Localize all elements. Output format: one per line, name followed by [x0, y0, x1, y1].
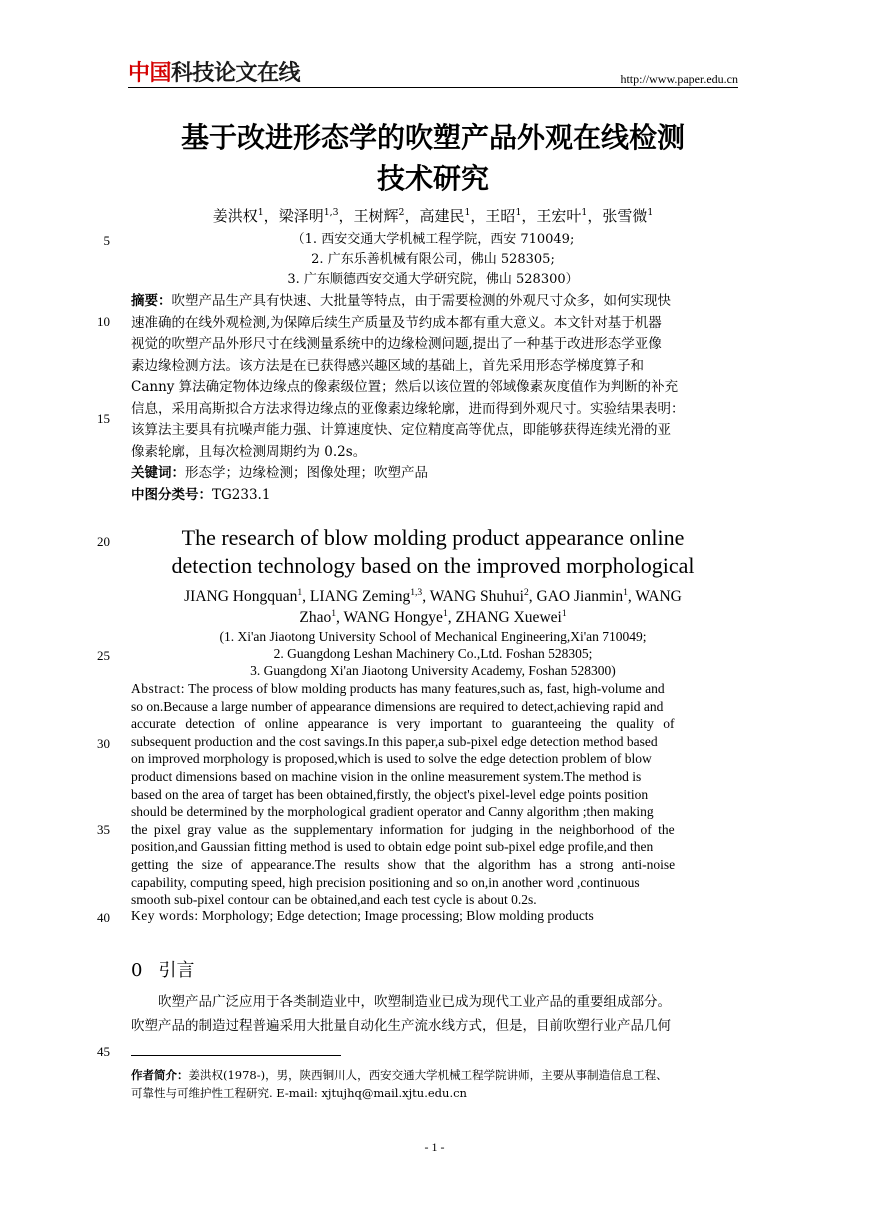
- title-cn-line2: 技术研究: [376, 162, 489, 195]
- title-en-line2: detection technology based on the improved morphological: [171, 553, 695, 578]
- line-number: 10: [97, 314, 110, 329]
- affiliation-en-2: 2. Guangdong Leshan Machinery Co.,Ltd. Foshan 528305;: [273, 646, 593, 661]
- authors-en-line1: JIANG Hongquan$^1$, LIANG Zeming$^{1,3}$, WANG Shuhui$^2$, GAO Jianmin$^1$, WANG: [184, 586, 682, 605]
- abstract-en-line: should be determined by the morphological gradient operator and Canny algorithm ;then making: [131, 804, 654, 820]
- line-number: 25: [97, 648, 110, 663]
- author-affiliation-mark: 1,3: [323, 207, 339, 218]
- logo-black-text: 科技论文在线: [171, 61, 301, 86]
- line-number: 35: [97, 822, 110, 837]
- abstract-cn-line: 视觉的吹塑产品外形尺寸在线测量系统中的边缘检测问题,提出了一种基于改进形态学亚像: [131, 336, 662, 352]
- authors-en: [128, 586, 738, 628]
- affiliation-cn-3: 3. 广东顺德西安交通大学研究院，佛山 528300）: [287, 272, 579, 287]
- author-name: 王树辉: [353, 207, 399, 225]
- authors-cn: 姜洪权$^1$，梁泽明$^{1,3}$，王树辉$^2$，高建民$^1$，王昭$^1$，王宏叶$^1$，张雪微$^1$: [212, 207, 654, 225]
- abstract-cn-line: 信息，采用高斯拟合方法求得边缘点的亚像素边缘轮廓，进而得到外观尺寸。实验结果表明：: [131, 400, 685, 417]
- author-affiliation-mark: 1: [647, 207, 654, 218]
- abstract-en-line: on improved morphology is proposed,which is used to solve the edge detection problem of blow: [131, 751, 652, 767]
- abstract-cn-line: 像素轮廓，且每次检测周期约为 0.2s。: [131, 443, 367, 460]
- author-name: 王昭: [485, 207, 516, 225]
- keywords-en-label: Key words:: [131, 908, 199, 923]
- author-name: Zhao: [299, 609, 332, 626]
- line-number: 45: [97, 1044, 110, 1059]
- abstract-en: [131, 680, 738, 909]
- author-name: LIANG Zeming: [309, 588, 411, 605]
- footnote: [131, 1066, 738, 1102]
- classification-cn: 中图分类号：TG233.1: [131, 486, 271, 503]
- abstract-cn-line: 速准确的在线外观检测,为保障后续生产质量及节约成本都有重大意义。本文针对基于机器: [131, 314, 662, 331]
- line-number: 40: [97, 910, 110, 925]
- footnote-line1: 作者简介：姜洪权(1978-)，男，陕西铜川人，西安交通大学机械工程学院讲师，主要从事制造信息工程、: [131, 1068, 668, 1082]
- author-affiliation-mark: 1: [442, 607, 448, 619]
- abstract-en-line: subsequent production and the cost savings.In this paper,a sub-pixel edge detection method based: [131, 733, 658, 749]
- header-rule: [128, 87, 738, 88]
- author-affiliation-mark: 2: [523, 586, 529, 598]
- abstract-en-line: accurate detection of online appearance is very important to guaranteeing the quality of: [131, 716, 675, 732]
- author-affiliation-mark: 1: [464, 207, 471, 218]
- keywords-cn: 关键词：形态学；边缘检测；图像处理；吹塑产品: [131, 465, 428, 481]
- authors-en-line2: Zhao$^1$, WANG Hongye$^1$, ZHANG Xuewei$^1$: [299, 607, 567, 626]
- footnote-rule: [131, 1055, 341, 1056]
- page-number: - 1 -: [424, 1140, 445, 1154]
- site-logo: [128, 62, 300, 86]
- abstract-en-line: capability, computing speed, high precision positioning and so on,in another word ,continuous: [131, 874, 640, 890]
- abstract-en-line: Abstract: The process of blow molding products has many features,such as, fast, high-volume and: [131, 681, 665, 696]
- affiliation-cn-2: 2. 广东乐善机械有限公司，佛山 528305;: [311, 252, 555, 267]
- line-number: 15: [97, 411, 110, 426]
- author-name: 姜洪权: [212, 207, 258, 225]
- footnote-line2: 可靠性与可维护性工程研究. E-mail: xjtujhq@mail.xjtu.edu.cn: [131, 1086, 467, 1100]
- author-name: JIANG Hongquan: [184, 588, 298, 605]
- author-affiliation-mark: 1: [331, 607, 337, 619]
- abstract-cn-label: 摘要：: [131, 293, 172, 309]
- abstract-en-line: getting the size of appearance.The results show that the algorithm has a strong anti-noise: [131, 856, 676, 872]
- classification-cn-label: 中图分类号：: [131, 486, 212, 503]
- abstract-en-line: position,and Gaussian fitting method is used to obtain edge point sub-pixel edge profile,and then: [131, 839, 654, 855]
- intro-line1: 吹塑产品广泛应用于各类制造业中，吹塑制造业已成为现代工业产品的重要组成部分。: [158, 994, 671, 1010]
- abstract-cn-line: Canny 算法确定物体边缘点的像素级位置；然后以该位置的邻域像素灰度值作为判断的补充: [131, 379, 679, 395]
- line-number: 30: [97, 736, 110, 751]
- author-affiliation-mark: 1: [515, 207, 522, 218]
- author-name: 王宏叶: [536, 207, 582, 225]
- author-name: 张雪微: [602, 207, 648, 225]
- section-number: 0: [131, 960, 143, 981]
- author-name: GAO Jianmin: [536, 588, 624, 605]
- line-number: 20: [97, 534, 110, 549]
- title-en: [128, 524, 738, 580]
- affiliation-en-3: 3. Guangdong Xi'an Jiaotong University Academy, Foshan 528300): [250, 663, 616, 678]
- title-en-line1: The research of blow molding product appearance online: [181, 525, 685, 550]
- abstract-en-label: Abstract:: [131, 681, 185, 696]
- author-affiliation-mark: 1: [297, 586, 303, 598]
- author-name: WANG Shuhui: [429, 588, 524, 605]
- intro-paragraph: [131, 990, 738, 1038]
- abstract-en-line: smooth sub-pixel contour can be obtained,and each test cycle is about 0.2s.: [131, 892, 537, 908]
- author-affiliation-mark: 1,3: [410, 586, 423, 598]
- line-number: 5: [103, 233, 110, 248]
- header-url[interactable]: http://www.paper.edu.cn: [620, 72, 738, 86]
- section-title: 引言: [158, 960, 195, 981]
- author-name: 梁泽明: [278, 207, 324, 225]
- logo-red-text: 中国: [128, 61, 172, 86]
- keywords-en: Key words: Morphology; Edge detection; Image processing; Blow molding products: [131, 908, 594, 923]
- affiliation-en-1: (1. Xi'an Jiaotong University School of Mechanical Engineering,Xi'an 710049;: [219, 629, 647, 644]
- abstract-en-line: the pixel gray value as the supplementary information for judging in the neighborhood of the: [131, 821, 675, 837]
- title-cn-line1: 基于改进形态学的吹塑产品外观在线检测: [180, 121, 685, 154]
- abstract-en-line: product dimensions based on machine vision in the online measurement system.The method is: [131, 768, 642, 784]
- abstract-cn-line: 素边缘检测方法。该方法是在已获得感兴趣区域的基础上，首先采用形态学梯度算子和: [131, 357, 644, 374]
- author-name: ZHANG Xuewei: [455, 609, 562, 626]
- author-affiliation-mark: 1: [581, 207, 588, 218]
- author-name: 高建民: [419, 207, 465, 225]
- abstract-cn-line: 该算法主要具有抗噪声能力强、计算速度快、定位精度高等优点，即能够获得连续光滑的亚: [131, 422, 671, 438]
- author-affiliation-mark: 1: [623, 586, 628, 598]
- abstract-cn-line: 摘要：吹塑产品生产具有快速、大批量等特点，由于需要检测的外观尺寸众多，如何实现快: [131, 293, 671, 309]
- author-affiliation-mark: 1: [561, 607, 567, 619]
- abstract-en-line: based on the area of target has been obtained,firstly, the object's pixel-level edge points position: [131, 786, 649, 802]
- section-heading: [131, 958, 194, 984]
- author-affiliation-mark: 2: [398, 207, 405, 218]
- author-affiliation-mark: 1: [257, 207, 264, 218]
- intro-line2: 吹塑产品的制造过程普遍采用大批量自动化生产流水线方式，但是，目前吹塑行业产品几何: [131, 1018, 671, 1034]
- abstract-cn: [131, 291, 738, 506]
- footnote-label: 作者简介：: [131, 1068, 189, 1082]
- affiliation-cn-1: （1. 西安交通大学机械工程学院，西安 710049;: [291, 232, 575, 247]
- abstract-en-line: so on.Because a large number of appearance dimensions are required to detect,achieving rapid and: [131, 698, 664, 714]
- keywords-cn-label: 关键词：: [131, 465, 185, 481]
- author-name: WANG Hongye: [343, 609, 443, 626]
- author-name: WANG: [635, 588, 682, 605]
